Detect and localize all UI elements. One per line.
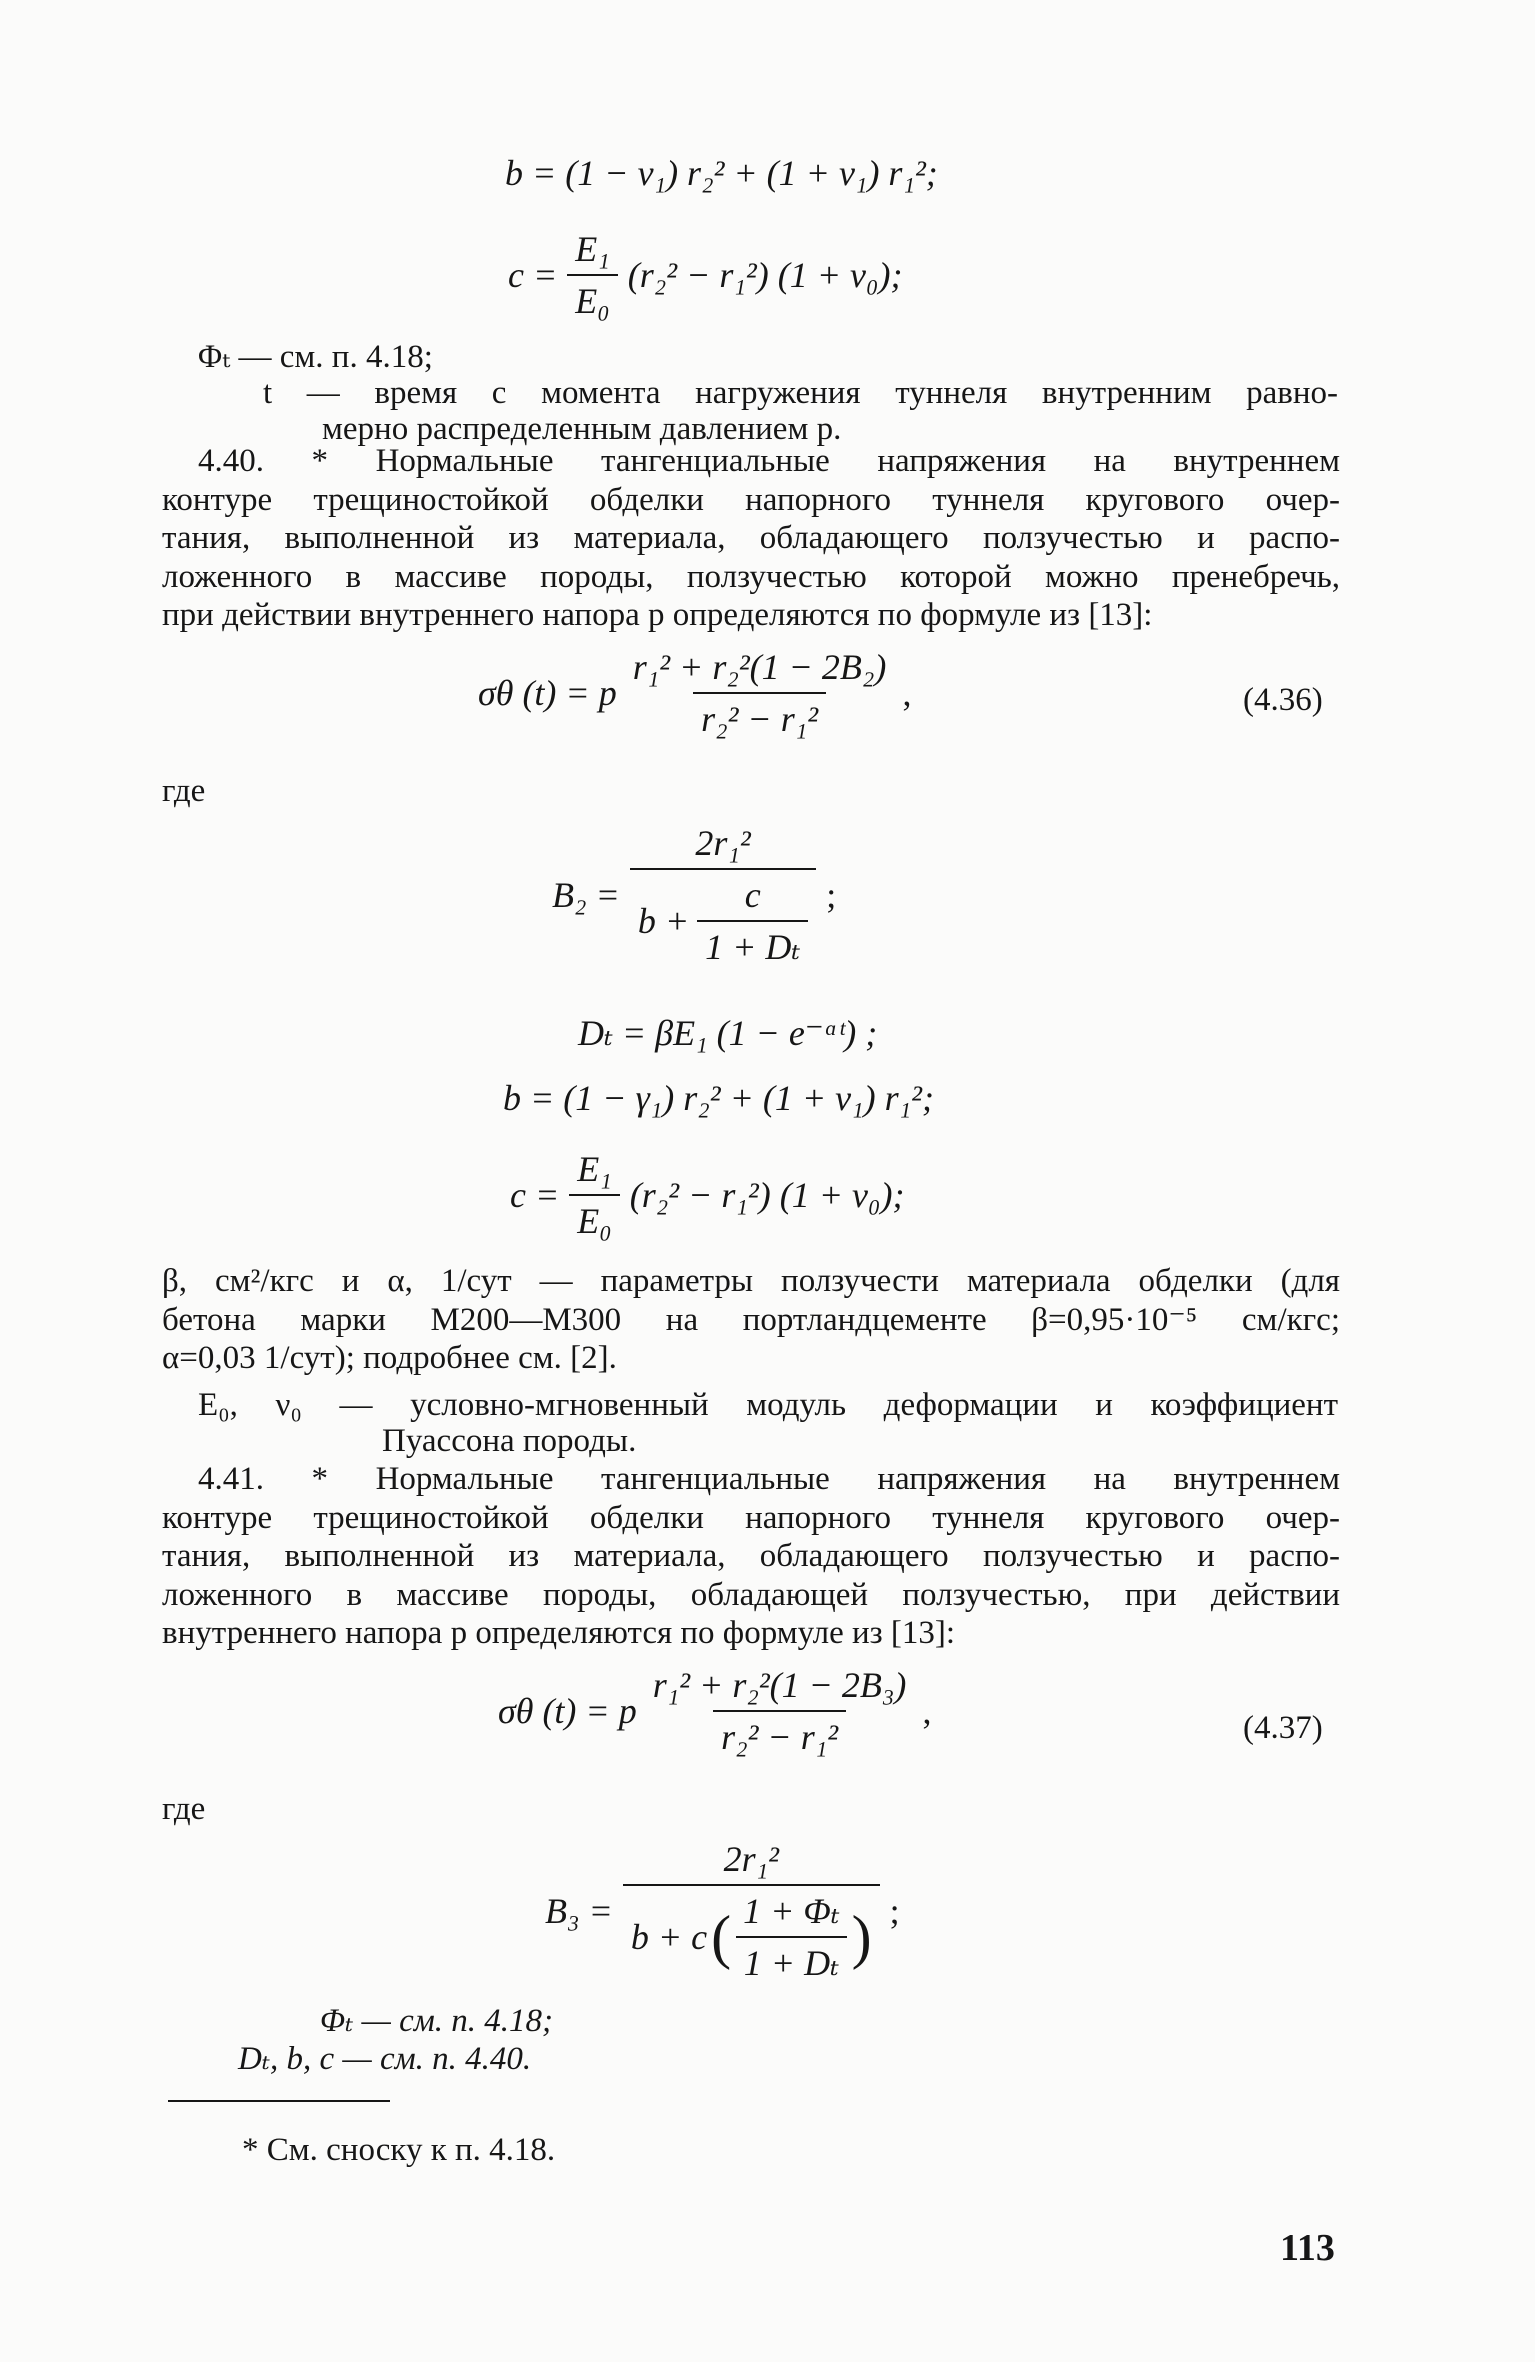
formula-c-denominator: E₀ bbox=[567, 274, 618, 322]
footnote-rule bbox=[168, 2100, 390, 2102]
b2-numerator: 2r₁² bbox=[695, 823, 751, 863]
b2-den-lead: b + bbox=[637, 901, 690, 941]
b2-semicolon: ; bbox=[826, 875, 837, 915]
formula-c bbox=[508, 228, 902, 322]
eq-437-denominator: r₂² − r₁² bbox=[713, 1710, 846, 1758]
b2-fraction bbox=[630, 822, 816, 968]
eq-436-denominator: r₂² − r₁² bbox=[693, 692, 826, 740]
paragraph-line: контуре трещиностойкой обделки напорного туннеля кругового очер- bbox=[162, 481, 1340, 518]
paragraph-line: ложенного в массиве породы, обладающей ползучестью, при действии bbox=[162, 1576, 1340, 1613]
b3-inner-denominator: 1 + Dₜ bbox=[736, 1936, 847, 1984]
eq-436-lhs: σθ (t) = p bbox=[478, 673, 617, 713]
c2-rest: (r₂² − r₁²) (1 + ν₀); bbox=[629, 1175, 905, 1215]
page-number: 113 bbox=[1280, 2227, 1335, 2269]
b3-inner-numerator: 1 + Φₜ bbox=[743, 1891, 840, 1931]
def-e0-line2: Пуассона породы. bbox=[382, 1423, 637, 1459]
b2-inner-fraction bbox=[697, 874, 808, 968]
paragraph-line: α=0,03 1/сут); подробнее см. [2]. bbox=[162, 1340, 617, 1376]
formula-c-fraction bbox=[567, 228, 618, 322]
b2-inner-denominator: 1 + Dₜ bbox=[697, 920, 808, 968]
paragraph-line: бетона марки М200—М300 на портландцементе β=0,95·10⁻⁵ см/кгс; bbox=[162, 1301, 1340, 1338]
paragraph-params bbox=[162, 1262, 1340, 1378]
formula-b2 bbox=[552, 822, 836, 968]
equation-number-4-36: (4.36) bbox=[1243, 682, 1323, 718]
c2-fraction bbox=[569, 1148, 620, 1242]
eq-436-fraction bbox=[625, 646, 895, 740]
paragraph-line: тания, выполненной из материала, обладающего ползучестью и распо- bbox=[162, 520, 1340, 556]
right-paren: ) bbox=[851, 1904, 872, 1970]
b3-inner-fraction bbox=[735, 1890, 848, 1984]
c2-denominator: E₀ bbox=[569, 1194, 620, 1242]
def-t-line2: мерно распределенным давлением p. bbox=[322, 411, 842, 447]
b3-numerator: 2r₁² bbox=[723, 1839, 779, 1879]
left-paren: ( bbox=[711, 1904, 732, 1970]
paragraph-line: при действии внутреннего напора p определяются по формуле из [13]: bbox=[162, 597, 1153, 633]
b3-fraction bbox=[623, 1838, 880, 1984]
paragraph-4-41 bbox=[162, 1460, 1340, 1653]
where-label-1: где bbox=[162, 773, 206, 809]
equation-4-36 bbox=[478, 646, 911, 740]
paragraph-line: внутреннего напора p определяются по формуле из [13]: bbox=[162, 1615, 956, 1651]
b3-lhs: B₃ = bbox=[545, 1891, 613, 1931]
b3-denominator bbox=[623, 1884, 880, 1984]
b3-semicolon: ; bbox=[889, 1891, 900, 1931]
formula-c-rest: (r₂² − r₁²) (1 + ν₀); bbox=[627, 255, 903, 295]
b2-denominator bbox=[630, 868, 816, 968]
def-phi: Φₜ — см. п. 4.18; bbox=[198, 339, 433, 375]
where-label-2: где bbox=[162, 1791, 206, 1827]
footnote: * См. сноску к п. 4.18. bbox=[242, 2132, 556, 2168]
paragraph-line: β, см²/кгс и α, 1/сут — параметры ползучести материала обделки (для bbox=[162, 1263, 1340, 1299]
eq-437-fraction bbox=[645, 1664, 915, 1758]
def-e0-line1: E₀, ν₀ — условно-мгновенный модуль деформации и коэффициент bbox=[198, 1387, 1338, 1423]
paragraph-line: тания, выполненной из материала, обладающего ползучестью и распо- bbox=[162, 1538, 1340, 1574]
eq-436-comma: , bbox=[902, 673, 912, 713]
paragraph-line: ложенного в массиве породы, ползучестью которой можно пренебречь, bbox=[162, 558, 1340, 595]
paragraph-4-40 bbox=[162, 442, 1340, 635]
def-dt-bottom: Dₜ, b, c — см. п. 4.40. bbox=[238, 2041, 532, 2077]
eq-437-comma: , bbox=[922, 1691, 932, 1731]
formula-b3 bbox=[545, 1838, 900, 1984]
formula-b: b = (1 − ν₁) r₂² + (1 + ν₁) r₁²; bbox=[505, 153, 938, 193]
equation-4-37 bbox=[498, 1664, 931, 1758]
eq-437-numerator: r₁² + r₂²(1 − 2B₃) bbox=[652, 1665, 907, 1705]
formula-c-lhs: c = bbox=[508, 255, 558, 295]
b2-lhs: B₂ = bbox=[552, 875, 620, 915]
paragraph-line: 4.41. * Нормальные тангенциальные напряжения на внутреннем bbox=[198, 1461, 1340, 1497]
formula-dt: Dₜ = βE₁ (1 − e⁻ᵅᵗ) ; bbox=[578, 1013, 878, 1053]
def-t-line1: t — время с момента нагружения туннеля внутренним равно- bbox=[263, 375, 1338, 411]
formula-c-2 bbox=[510, 1148, 904, 1242]
def-phi-bottom: Φₜ — см. п. 4.18; bbox=[320, 2003, 554, 2039]
paragraph-line: контуре трещиностойкой обделки напорного туннеля кругового очер- bbox=[162, 1499, 1340, 1536]
c2-numerator: E₁ bbox=[577, 1149, 612, 1189]
b3-den-lead: b + c bbox=[630, 1917, 708, 1957]
formula-c-numerator: E₁ bbox=[575, 229, 610, 269]
eq-437-lhs: σθ (t) = p bbox=[498, 1691, 637, 1731]
paragraph-line: 4.40. * Нормальные тангенциальные напряжения на внутреннем bbox=[198, 443, 1340, 479]
c2-lhs: c = bbox=[510, 1175, 560, 1215]
b2-inner-numerator: c bbox=[744, 875, 761, 915]
equation-number-4-37: (4.37) bbox=[1243, 1710, 1323, 1746]
eq-436-numerator: r₁² + r₂²(1 − 2B₂) bbox=[632, 647, 887, 687]
formula-b-2: b = (1 − γ₁) r₂² + (1 + ν₁) r₁²; bbox=[503, 1078, 934, 1118]
